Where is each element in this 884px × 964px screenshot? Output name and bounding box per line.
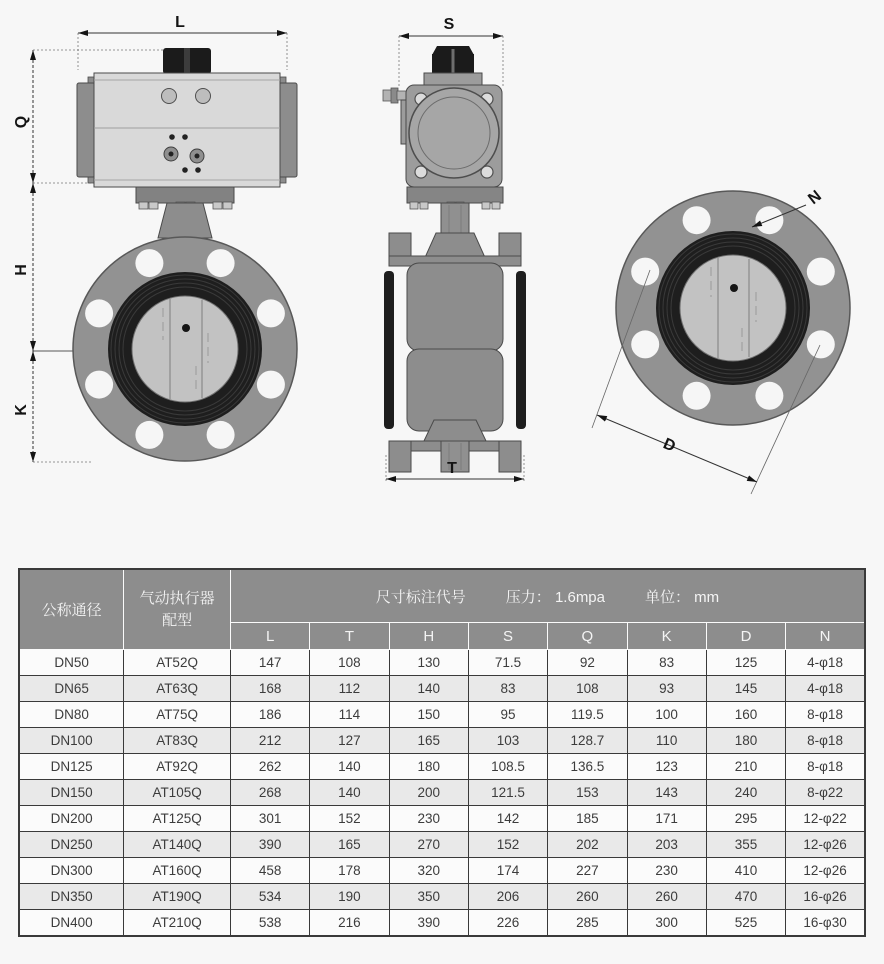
header-actuator-model <box>124 569 231 650</box>
table-cell: 123 <box>627 754 706 780</box>
bolt-hole <box>207 421 235 449</box>
table-cell: 262 <box>230 754 309 780</box>
mounting-bracket-side <box>407 187 503 235</box>
table-cell: 140 <box>310 780 389 806</box>
bolt-hole <box>683 206 711 234</box>
side-view <box>383 16 526 483</box>
bolt-hole <box>631 258 659 286</box>
table-cell: 206 <box>468 884 547 910</box>
dim-label-H: H <box>13 264 30 276</box>
table-cell: 185 <box>548 806 627 832</box>
table-cell: 410 <box>706 858 785 884</box>
table-cell: AT210Q <box>124 910 231 937</box>
front-view <box>13 14 297 462</box>
cylinder-face <box>409 88 499 178</box>
table-cell: AT160Q <box>124 858 231 884</box>
bolt-hole <box>135 249 163 277</box>
table-cell: 16-φ26 <box>786 884 865 910</box>
table-cell: 152 <box>310 806 389 832</box>
table-cell: 152 <box>468 832 547 858</box>
table-row <box>19 858 865 884</box>
table-cell: 92 <box>548 650 627 676</box>
table-cell: 121.5 <box>468 780 547 806</box>
table-cell: 125 <box>706 650 785 676</box>
table-cell: 108 <box>310 650 389 676</box>
bolt-hole <box>85 371 113 399</box>
table-cell: 270 <box>389 832 468 858</box>
table-cell: 300 <box>627 910 706 937</box>
table-cell: 180 <box>706 728 785 754</box>
disc-center-dot <box>182 324 190 332</box>
table-cell: 260 <box>627 884 706 910</box>
dim-column-header: H <box>389 623 468 650</box>
table-cell: 140 <box>310 754 389 780</box>
table-row <box>19 884 865 910</box>
table-cell: 100 <box>627 702 706 728</box>
table-cell: 127 <box>310 728 389 754</box>
table-cell: 142 <box>468 806 547 832</box>
dim-column-header: L <box>230 623 309 650</box>
table-cell: 153 <box>548 780 627 806</box>
header-nominal-diameter: 公称通径 <box>19 569 124 650</box>
valve-flange-front <box>73 237 297 461</box>
table-cell: 110 <box>627 728 706 754</box>
table-cell: 95 <box>468 702 547 728</box>
bolt-hole <box>755 382 783 410</box>
dim-column-header: N <box>786 623 865 650</box>
table-cell: AT125Q <box>124 806 231 832</box>
table-cell: 230 <box>389 806 468 832</box>
table-cell: 200 <box>389 780 468 806</box>
table-cell: 350 <box>389 884 468 910</box>
table-cell: 210 <box>706 754 785 780</box>
table-cell: AT190Q <box>124 884 231 910</box>
table-cell: 4-φ18 <box>786 676 865 702</box>
table-cell: 390 <box>389 910 468 937</box>
table-cell: 240 <box>706 780 785 806</box>
valve-body-side <box>384 233 526 472</box>
table-cell: DN65 <box>19 676 124 702</box>
dim-column-header: S <box>468 623 547 650</box>
table-cell: 458 <box>230 858 309 884</box>
table-cell: 230 <box>627 858 706 884</box>
table-cell: 83 <box>627 650 706 676</box>
table-cell: 103 <box>468 728 547 754</box>
table-cell: 174 <box>468 858 547 884</box>
dim-label-D: D <box>660 435 678 456</box>
dim-label-N: N <box>805 187 825 209</box>
table-cell: AT92Q <box>124 754 231 780</box>
table-cell: 178 <box>310 858 389 884</box>
table-cell: 186 <box>230 702 309 728</box>
table-cell: 130 <box>389 650 468 676</box>
table-cell: 4-φ18 <box>786 650 865 676</box>
table-cell: 160 <box>706 702 785 728</box>
table-cell: 165 <box>389 728 468 754</box>
table-cell: 140 <box>389 676 468 702</box>
table-cell: 226 <box>468 910 547 937</box>
seat-edge-right <box>516 271 526 429</box>
table-cell: 168 <box>230 676 309 702</box>
bolt-hole <box>807 330 835 358</box>
header-pressure: 压力： 1.6mpa <box>505 588 605 606</box>
table-row <box>19 780 865 806</box>
table-body <box>19 650 865 937</box>
table-cell: 538 <box>230 910 309 937</box>
table-cell: 12-φ22 <box>786 806 865 832</box>
table-cell: 171 <box>627 806 706 832</box>
table-cell: DN350 <box>19 884 124 910</box>
table-cell: 355 <box>706 832 785 858</box>
table-cell: DN100 <box>19 728 124 754</box>
table-header <box>19 569 865 650</box>
table-cell: AT140Q <box>124 832 231 858</box>
table-cell: 190 <box>310 884 389 910</box>
bolt-hole <box>257 371 285 399</box>
dim-label-T: T <box>447 460 457 477</box>
table-cell: 295 <box>706 806 785 832</box>
table-cell: 227 <box>548 858 627 884</box>
valve-stem <box>441 203 469 235</box>
flange-view <box>592 188 850 494</box>
table-cell: 203 <box>627 832 706 858</box>
bolt-hole <box>85 299 113 327</box>
table-row <box>19 832 865 858</box>
table-cell: 534 <box>230 884 309 910</box>
table-cell: AT105Q <box>124 780 231 806</box>
mounting-bracket-front <box>136 187 234 238</box>
actuator-nut <box>162 89 177 104</box>
table-row <box>19 702 865 728</box>
table-cell: AT83Q <box>124 728 231 754</box>
table-cell: 93 <box>627 676 706 702</box>
table-cell: 8-φ22 <box>786 780 865 806</box>
bolt-hole <box>631 330 659 358</box>
table-cell: 390 <box>230 832 309 858</box>
table-row <box>19 754 865 780</box>
bolt-hole <box>683 382 711 410</box>
table-cell: 216 <box>310 910 389 937</box>
table-row <box>19 806 865 832</box>
table-cell: DN125 <box>19 754 124 780</box>
table-cell: 8-φ18 <box>786 728 865 754</box>
table-cell: 285 <box>548 910 627 937</box>
table-cell: DN400 <box>19 910 124 937</box>
dimension-table <box>18 568 866 937</box>
table-cell: 180 <box>389 754 468 780</box>
bolt-hole <box>135 421 163 449</box>
table-cell: DN300 <box>19 858 124 884</box>
seat-edge-left <box>384 271 394 429</box>
header-dims-band <box>230 569 865 623</box>
table-cell: 165 <box>310 832 389 858</box>
table-cell: AT52Q <box>124 650 231 676</box>
disc-center-dot <box>730 284 738 292</box>
table-cell: 12-φ26 <box>786 858 865 884</box>
bolt-hole <box>807 258 835 286</box>
table-cell: 320 <box>389 858 468 884</box>
table-cell: 119.5 <box>548 702 627 728</box>
table-cell: 114 <box>310 702 389 728</box>
table-cell: 16-φ30 <box>786 910 865 937</box>
butterfly-disc <box>680 255 786 361</box>
table-cell: 12-φ26 <box>786 832 865 858</box>
bolt-hole <box>207 249 235 277</box>
dim-label-Q: Q <box>13 115 30 129</box>
table-cell: 145 <box>706 676 785 702</box>
dim-column-header: Q <box>548 623 627 650</box>
table-cell: 260 <box>548 884 627 910</box>
butterfly-disc <box>132 296 238 402</box>
table-cell: 71.5 <box>468 650 547 676</box>
table-cell: AT75Q <box>124 702 231 728</box>
dim-column-header: K <box>627 623 706 650</box>
dim-column-header: D <box>706 623 785 650</box>
table-cell: 301 <box>230 806 309 832</box>
table-cell: DN50 <box>19 650 124 676</box>
table-cell: 112 <box>310 676 389 702</box>
header-unit: 单位： mm <box>645 588 720 606</box>
actuator-nut <box>196 89 211 104</box>
dim-column-header: T <box>310 623 389 650</box>
table-cell: DN250 <box>19 832 124 858</box>
actuator-side <box>383 46 502 187</box>
actuator-front <box>77 48 297 187</box>
actuator-end-cap-left <box>77 83 95 177</box>
table-cell: 525 <box>706 910 785 937</box>
header-dims-title: 尺寸标注代号 <box>375 588 466 606</box>
table-cell: 128.7 <box>548 728 627 754</box>
dim-label-S: S <box>443 16 455 33</box>
table-cell: 470 <box>706 884 785 910</box>
table-cell: 136.5 <box>548 754 627 780</box>
table-row <box>19 676 865 702</box>
table-cell: 83 <box>468 676 547 702</box>
table-cell: 150 <box>389 702 468 728</box>
table-cell: 8-φ18 <box>786 702 865 728</box>
table-cell: 108.5 <box>468 754 547 780</box>
table-cell: 202 <box>548 832 627 858</box>
table-cell: 108 <box>548 676 627 702</box>
table-cell: DN200 <box>19 806 124 832</box>
table-cell: DN150 <box>19 780 124 806</box>
actuator-end-cap-right <box>279 83 297 177</box>
table-cell: 143 <box>627 780 706 806</box>
table-row <box>19 728 865 754</box>
table-cell: DN80 <box>19 702 124 728</box>
table-cell: 147 <box>230 650 309 676</box>
header-actuator-line2: 配型 <box>162 611 193 629</box>
table-cell: 8-φ18 <box>786 754 865 780</box>
table-row <box>19 910 865 937</box>
table-cell: 268 <box>230 780 309 806</box>
dim-label-K: K <box>13 404 30 416</box>
table-row <box>19 650 865 676</box>
header-actuator-line1: 气动执行器 <box>139 589 215 607</box>
table-cell: 212 <box>230 728 309 754</box>
bolt-hole <box>257 299 285 327</box>
table-cell: AT63Q <box>124 676 231 702</box>
dim-label-L: L <box>175 14 185 31</box>
